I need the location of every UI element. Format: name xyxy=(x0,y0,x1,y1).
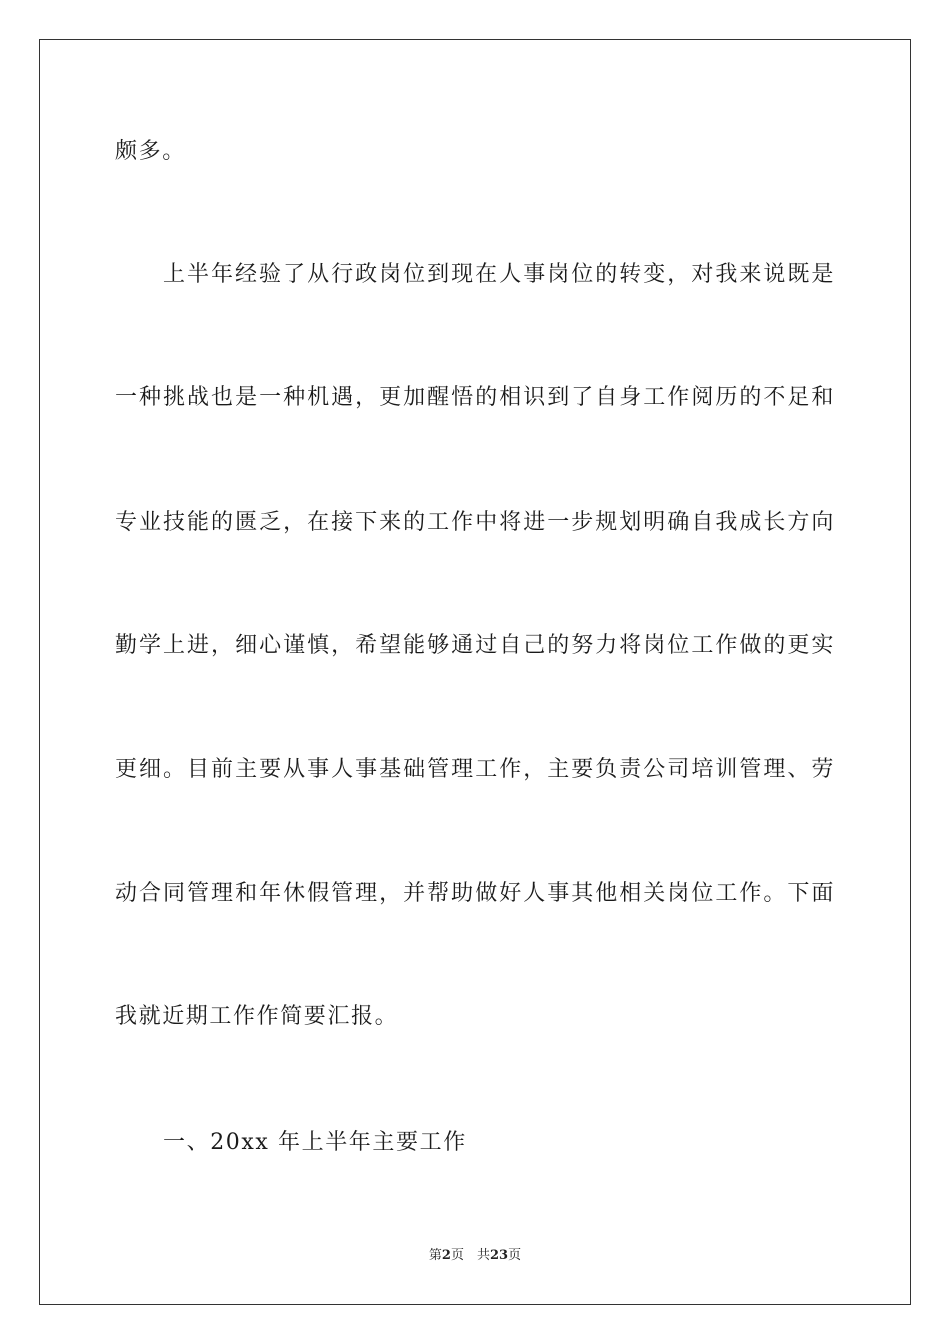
paragraph-line: 更细。目前主要从事人事基础管理工作，主要负责公司培训管理、劳 xyxy=(115,757,835,782)
paragraph-line: 动合同管理和年休假管理，并帮助做好人事其他相关岗位工作。下面 xyxy=(115,881,835,906)
paragraph-line: 颇多。 xyxy=(115,139,186,164)
paragraph-line: 一种挑战也是一种机遇，更加醒悟的相识到了自身工作阅历的不足和 xyxy=(115,385,835,410)
page-border xyxy=(39,39,911,1305)
footer-prefix: 第 xyxy=(428,1248,442,1263)
current-page-number: 2 xyxy=(441,1248,451,1263)
paragraph-line: 勤学上进，细心谨慎，希望能够通过自己的努力将岗位工作做的更实 xyxy=(115,633,835,658)
total-pages-number: 23 xyxy=(489,1248,509,1263)
section-heading: 一、20xx 年上半年主要工作 xyxy=(163,1130,467,1155)
paragraph-line: 我就近期工作作简要汇报。 xyxy=(115,1004,399,1029)
footer-suffix: 页 xyxy=(508,1248,522,1263)
page-footer xyxy=(0,1247,950,1265)
footer-middle: 页 共 xyxy=(450,1248,490,1263)
paragraph-line: 专业技能的匮乏，在接下来的工作中将进一步规划明确自我成长方向 xyxy=(115,510,835,535)
paragraph-line: 上半年经验了从行政岗位到现在人事岗位的转变，对我来说既是 xyxy=(163,262,835,287)
